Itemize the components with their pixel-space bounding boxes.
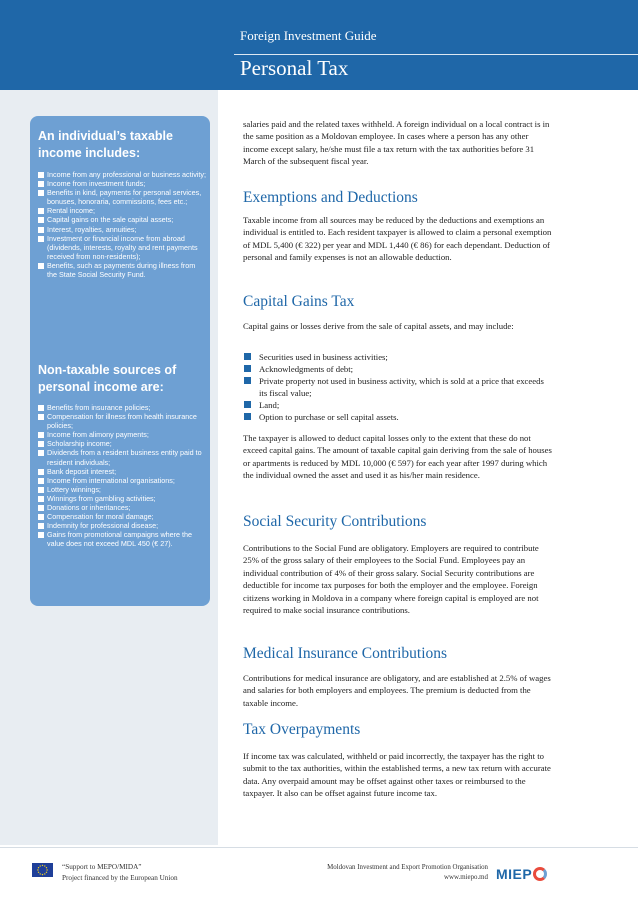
footer-project-name: “Support to MEPO/MIDA” [62, 863, 142, 871]
non-taxable-item: Income from international organisations; [38, 476, 206, 485]
section-heading-social-security: Social Security Contributions [243, 513, 427, 530]
capital-asset-item: Option to purchase or sell capital assets. [243, 411, 553, 423]
non-taxable-item: Benefits from insurance policies; [38, 403, 206, 412]
eu-flag-star [42, 874, 43, 875]
footer-funding-note: Project financed by the European Union [62, 874, 178, 882]
non-taxable-heading: Non-taxable sources of personal income are: [38, 363, 177, 394]
non-taxable-item: Donations or inheritances; [38, 503, 206, 512]
taxable-income-item: Investment or financial income from abroad (dividends, interests, royalty and rent payments received from non-residents); [38, 234, 206, 261]
taxable-income-item: Capital gains on the sale capital assets; [38, 215, 206, 224]
non-taxable-list [38, 403, 206, 549]
capital-assets-list [243, 351, 553, 423]
capital-losses-paragraph: The taxpayer is allowed to deduct capital losses only to the extent that these do not exceed capital gains. The amount of taxable capital gain deriving from the sale of houses or apartments is reduced by MDL 10,000 (€ 597) for each year after 1997 during which the individual owned the asset and used it as his/her main residence. [243, 433, 552, 481]
eu-flag-star [46, 869, 47, 870]
taxable-income-item: Income from any professional or business activity; [38, 170, 206, 179]
intro-paragraph: salaries paid and the related taxes withheld. A foreign individual on a local contract is in the same position as a Moldovan employee. In cases where a person has any other income except salary, he/she must file a tax return with the tax authorities before 31 March of the subsequent fiscal year. [243, 119, 550, 167]
taxable-income-item: Benefits, such as payments during illness from the State Social Security Fund. [38, 261, 206, 279]
taxable-income-item: Benefits in kind, payments for personal services, bonuses, honoraria, commissions, fees etc.; [38, 188, 206, 206]
section-heading-capital-gains: Capital Gains Tax [243, 293, 355, 310]
section-heading-medical-insurance: Medical Insurance Contributions [243, 645, 448, 662]
non-taxable-item: Gains from promotional campaigns where the value does not exceed MDL 450 (€ 27). [38, 530, 206, 548]
capital-asset-item: Land; [243, 399, 553, 411]
logo-text: MIEP [496, 866, 533, 882]
non-taxable-item: Bank deposit interest; [38, 467, 206, 476]
footer-divider [0, 847, 638, 848]
eu-flag-star [38, 872, 39, 873]
non-taxable-item: Lottery winnings; [38, 485, 206, 494]
footer-website-link[interactable]: www.miepo.md [444, 874, 488, 881]
guide-subtitle: Foreign Investment Guide [240, 28, 377, 43]
capital-asset-item: Securities used in business activities; [243, 351, 553, 363]
header-band [0, 0, 638, 90]
capital-asset-item: Private property not used in business activity, which is sold at a price that exceeds its fiscal value; [243, 375, 553, 399]
non-taxable-item: Income from alimony payments; [38, 430, 206, 439]
section-heading-tax-overpayments: Tax Overpayments [243, 721, 361, 738]
eu-flag-star [42, 865, 43, 866]
miepo-logo [496, 866, 547, 886]
taxable-income-item: Interest, royalties, annuities; [38, 225, 206, 234]
taxable-income-item: Rental income; [38, 206, 206, 215]
page-title: Personal Tax [240, 56, 349, 80]
taxable-income-item: Income from investment funds; [38, 179, 206, 188]
capital-gains-paragraph: Capital gains or losses derive from the sale of capital assets, and may include: [243, 321, 514, 331]
eu-flag-icon [32, 863, 53, 877]
exemptions-paragraph: Taxable income from all sources may be reduced by the deductions and exemptions an individual is entitled to. Each resident taxpayer is allowed to claim a personal exemption of MDL 5,400 (€ 322) per year and MDL 1,440 (€ 86) for each dependant. Deduction of personal and family expenses is not an allowable deduction. [243, 215, 552, 263]
eu-flag-star [44, 865, 45, 866]
capital-asset-item: Acknowledgments of debt; [243, 363, 553, 375]
header-rule [234, 54, 638, 55]
eu-flag-star [40, 865, 41, 866]
non-taxable-item: Scholarship income; [38, 439, 206, 448]
eu-flag-star [38, 867, 39, 868]
logo-ring-icon [533, 867, 547, 881]
non-taxable-item: Compensation for illness from health insurance policies; [38, 412, 206, 430]
non-taxable-item: Winnings from gambling activities; [38, 494, 206, 503]
medical-insurance-paragraph: Contributions for medical insurance are obligatory, and are established at 2.5% of wages and salaries for both employers and employees. The premium is deducted from the taxable income. [243, 673, 551, 708]
non-taxable-item: Compensation for moral damage; [38, 512, 206, 521]
eu-flag-star [44, 873, 45, 874]
eu-flag-star [40, 873, 41, 874]
tax-overpayments-paragraph: If income tax was calculated, withheld or paid incorrectly, the taxpayer has the right to submit to the tax authorities, within the established terms, a new tax return with accurate data. Any overpaid amount may be offset against other taxes or reimbursed to the taxpayer. It also can be offset against future income tax. [243, 751, 551, 799]
eu-flag-star [37, 869, 38, 870]
taxable-income-list [38, 170, 206, 279]
footer-organisation-name: Moldovan Investment and Export Promotion Organisation [327, 864, 488, 871]
eu-flag-star [46, 867, 47, 868]
social-security-paragraph: Contributions to the Social Fund are obligatory. Employers are required to contribute 25% of the gross salary of their employees to the Social Fund. Employees pay an individual contribution of 4% of their gross salary. Social Security contributions are deductible for income tax purposes for both the employer and the employee. Foreign citizens working in Moldova in a company where foreign capital is employed are not required to make social insurance contributions. [243, 543, 539, 616]
sidebar-box [30, 116, 210, 606]
non-taxable-item: Indemnity for professional disease; [38, 521, 206, 530]
eu-flag-star [46, 872, 47, 873]
section-heading-exemptions: Exemptions and Deductions [243, 189, 418, 206]
taxable-income-heading: An individual’s taxable income includes: [38, 129, 173, 160]
non-taxable-item: Dividends from a resident business entity paid to resident individuals; [38, 448, 206, 466]
